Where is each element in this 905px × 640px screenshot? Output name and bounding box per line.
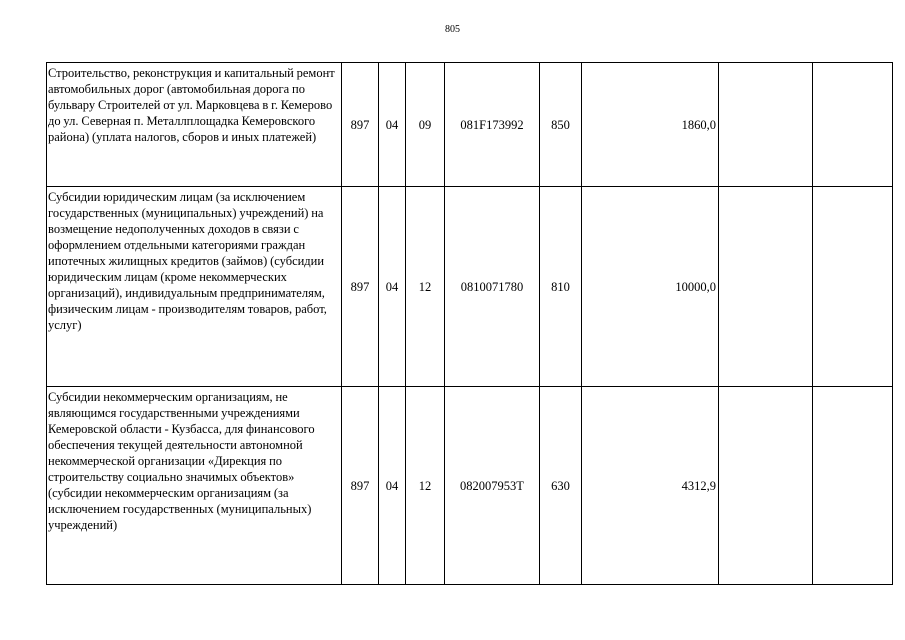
table-row xyxy=(47,63,893,187)
expense-type-code: 630 xyxy=(540,387,582,585)
row-description: Субсидии юридическим лицам (за исключением государственных (муниципальных) учреждений) на возмещение недополученных доходов в связи с оформлением отдельными категориями граждан ипотечных жилищных кредитов (займов) (субсидии юридическим лицам (кроме некоммерческих организаций), индивидуальным предпринимателям, физическим лицам - производителям товаров, работ, услуг) xyxy=(47,187,342,387)
amount-value: 10000,0 xyxy=(582,187,719,387)
table-row xyxy=(47,187,893,387)
empty-cell xyxy=(813,187,893,387)
empty-cell xyxy=(813,387,893,585)
page-number: 805 xyxy=(445,24,460,35)
table-row xyxy=(47,387,893,585)
expense-type-code: 810 xyxy=(540,187,582,387)
amount-value: 4312,9 xyxy=(582,387,719,585)
expense-type-code: 850 xyxy=(540,63,582,187)
section-code: 04 xyxy=(379,187,406,387)
empty-cell xyxy=(719,387,813,585)
ministry-code: 897 xyxy=(342,63,379,187)
target-article-code: 0810071780 xyxy=(445,187,540,387)
ministry-code: 897 xyxy=(342,387,379,585)
target-article-code: 082007953Т xyxy=(445,387,540,585)
target-article-code: 081F173992 xyxy=(445,63,540,187)
subsection-code: 12 xyxy=(406,387,445,585)
row-description: Субсидии некоммерческим организациям, не являющимся государственными учреждениями Кемеровской области - Кузбасса, для финансового обеспечения текущей деятельности автономной некоммерческой организации «Дирекция по строительству социально значимых объектов» (субсидии некоммерческим организациям (за исключением государственных (муниципальных) учреждений) xyxy=(47,387,342,585)
section-code: 04 xyxy=(379,387,406,585)
empty-cell xyxy=(813,63,893,187)
subsection-code: 09 xyxy=(406,63,445,187)
amount-value: 1860,0 xyxy=(582,63,719,187)
ministry-code: 897 xyxy=(342,187,379,387)
subsection-code: 12 xyxy=(406,187,445,387)
row-description: Строительство, реконструкция и капитальный ремонт автомобильных дорог (автомобильная дорога по бульвару Строителей от ул. Марковцева в г. Кемерово до ул. Северная п. Металлплощадка Кемеровского района) (уплата налогов, сборов и иных платежей) xyxy=(47,63,342,187)
budget-table xyxy=(46,62,893,585)
empty-cell xyxy=(719,63,813,187)
section-code: 04 xyxy=(379,63,406,187)
empty-cell xyxy=(719,187,813,387)
